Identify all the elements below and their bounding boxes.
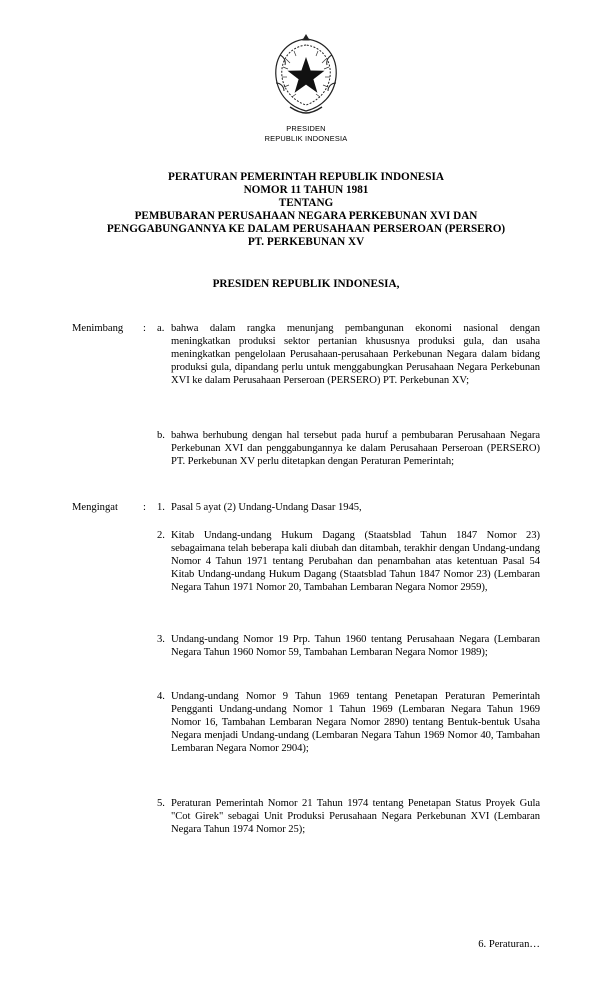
mengingat-item-1: Pasal 5 ayat (2) Undang-Undang Dasar 1945, <box>171 502 362 513</box>
mengingat-mark-5: 5. <box>157 798 165 809</box>
title-line-2: NOMOR 11 TAHUN 1981 <box>243 184 369 196</box>
mengingat-item-3: Undang-undang Nomor 19 Prp. Tahun 1960 tentang Perusahaan Negara (Lembaran Negara Tahun 1960 Nomor 59, Tambahan Lembaran Negara Nomor 1989); <box>171 634 540 659</box>
title-line-6: PT. PERKEBUNAN XV <box>247 236 365 248</box>
president-heading: PRESIDEN REPUBLIK INDONESIA, <box>212 278 400 290</box>
title-line-4: PEMBUBARAN PERUSAHAAN NEGARA PERKEBUNAN XVI DAN <box>134 210 478 222</box>
mengingat-mark-4: 4. <box>157 691 165 702</box>
org-name-republik: REPUBLIK INDONESIA <box>264 134 348 143</box>
title-line-3: TENTANG <box>278 197 334 209</box>
mengingat-label: Mengingat <box>72 502 118 513</box>
title-line-1: PERATURAN PEMERINTAH REPUBLIK INDONESIA <box>168 171 444 183</box>
menimbang-label: Menimbang <box>72 323 124 334</box>
mengingat-colon: : <box>143 502 146 513</box>
mengingat-mark-1: 1. <box>157 502 165 513</box>
menimbang-item-b: bahwa berhubung dengan hal tersebut pada huruf a pembubaran Perusahaan Negara Perkebunan XVI dan penggabungannya ke dalam Perusahaan Perseroan (PERSERO) PT. Perkebunan XV perlu ditetapkan dengan Peraturan Pemerintah; <box>171 430 540 468</box>
menimbang-mark-a: a. <box>157 323 165 334</box>
menimbang-mark-b: b. <box>157 430 165 441</box>
menimbang-colon: : <box>143 323 146 334</box>
next-page-catchword: 6. Peraturan… <box>478 939 540 950</box>
mengingat-item-2: Kitab Undang-undang Hukum Dagang (Staatsblad Tahun 1847 Nomor 23) sebagaimana telah beberapa kali diubah dan ditambah, terakhir dengan Undang-undang Nomor 4 Tahun 1971 tentang Perubahan dan penambahan atas ketentuan Pasal 54 Kitab Undang-undang Hukum Dagang (Staatsblad Tahun 1847 Nomor 23) (Lembaran Negara Tahun 1971 Nomor 20, Tambahan Lembaran Negara Nomor 2959), <box>171 530 540 594</box>
mengingat-item-5: Peraturan Pemerintah Nomor 21 Tahun 1974 tentang Penetapan Status Proyek Gula "Cot Girek" sebagai Unit Produksi Perusahaan Negara Perkebunan XVI (Lembaran Negara Tahun 1974 Nomor 25); <box>171 798 540 836</box>
title-line-5: PENGGABUNGANNYA KE DALAM PERUSAHAAN PERSEROAN (PERSERO) <box>106 223 506 235</box>
garuda-star-emblem-icon <box>268 33 344 117</box>
menimbang-item-a: bahwa dalam rangka menunjang pembangunan ekonomi nasional dengan meningkatkan produksi sektor pertanian khususnya produksi gula, dan usaha meningkatkan pengelolaan Perusahaan-perusahaan Perkebunan Negara dalam bidang produksi gula, dipandang perlu untuk menggabungkan Perusahaan Negara Perkebunan XVI ke dalam Perusahaan Perseroan (PERSERO) PT. Perkebunan XV; <box>171 323 540 387</box>
document-title <box>40 171 572 249</box>
org-name-presiden: PRESIDEN <box>286 124 326 133</box>
mengingat-item-4: Undang-undang Nomor 9 Tahun 1969 tentang Penetapan Peraturan Pemerintah Pengganti Undang-undang Nomor 1 Tahun 1969 (Lembaran Negara Tahun 1969 Nomor 16, Tambahan Lembaran Negara Nomor 2890) tentang Bentuk-bentuk Usaha Negara menjadi Undang-undang (Lembaran Negara Tahun 1969 Nomor 40, Tambahan Lembaran Negara Nomor 2904); <box>171 691 540 755</box>
mengingat-mark-3: 3. <box>157 634 165 645</box>
mengingat-mark-2: 2. <box>157 530 165 541</box>
